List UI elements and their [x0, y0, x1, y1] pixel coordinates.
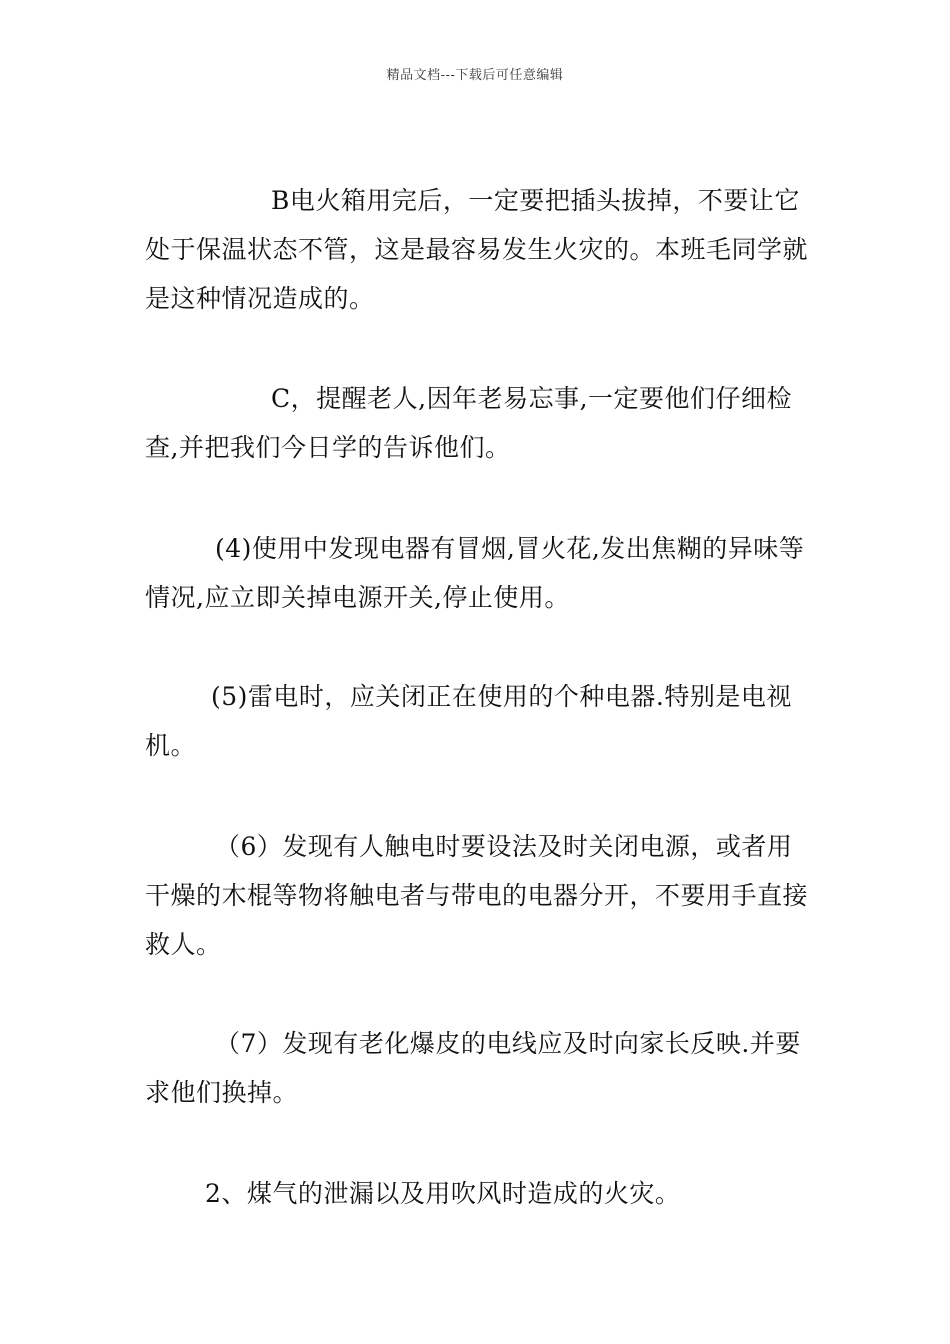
paragraph-item-4: (4)使用中发现电器有冒烟,冒火花,发出焦糊的异味等情况,应立即关掉电源开关,停止使用。 — [145, 534, 805, 612]
paragraph-item-6: （6）发现有人触电时要设法及时关闭电源，或者用干燥的木棍等物将触电者与带电的电器分开，不要用手直接救人。 — [145, 832, 809, 959]
paragraph-b: B电火箱用完后，一定要把插头拔掉，不要让它处于保温状态不管，这是最容易发生火灾的。本班毛同学就是这种情况造成的。 — [145, 186, 809, 313]
paragraph-item-5: (5)雷电时，应关闭正在使用的个种电器.特别是电视机。 — [145, 682, 792, 760]
paragraph-c: C，提醒老人,因年老易忘事,一定要他们仔细检查,并把我们今日学的告诉他们。 — [145, 384, 793, 462]
paragraph-section-2: 2、煤气的泄漏以及用吹风时造成的火灾。 — [205, 1179, 681, 1208]
page-header: 精品文档---下载后可任意编辑 — [386, 68, 564, 83]
paragraph-item-7: （7）发现有老化爆皮的电线应及时向家长反映.并要求他们换掉。 — [145, 1029, 801, 1107]
